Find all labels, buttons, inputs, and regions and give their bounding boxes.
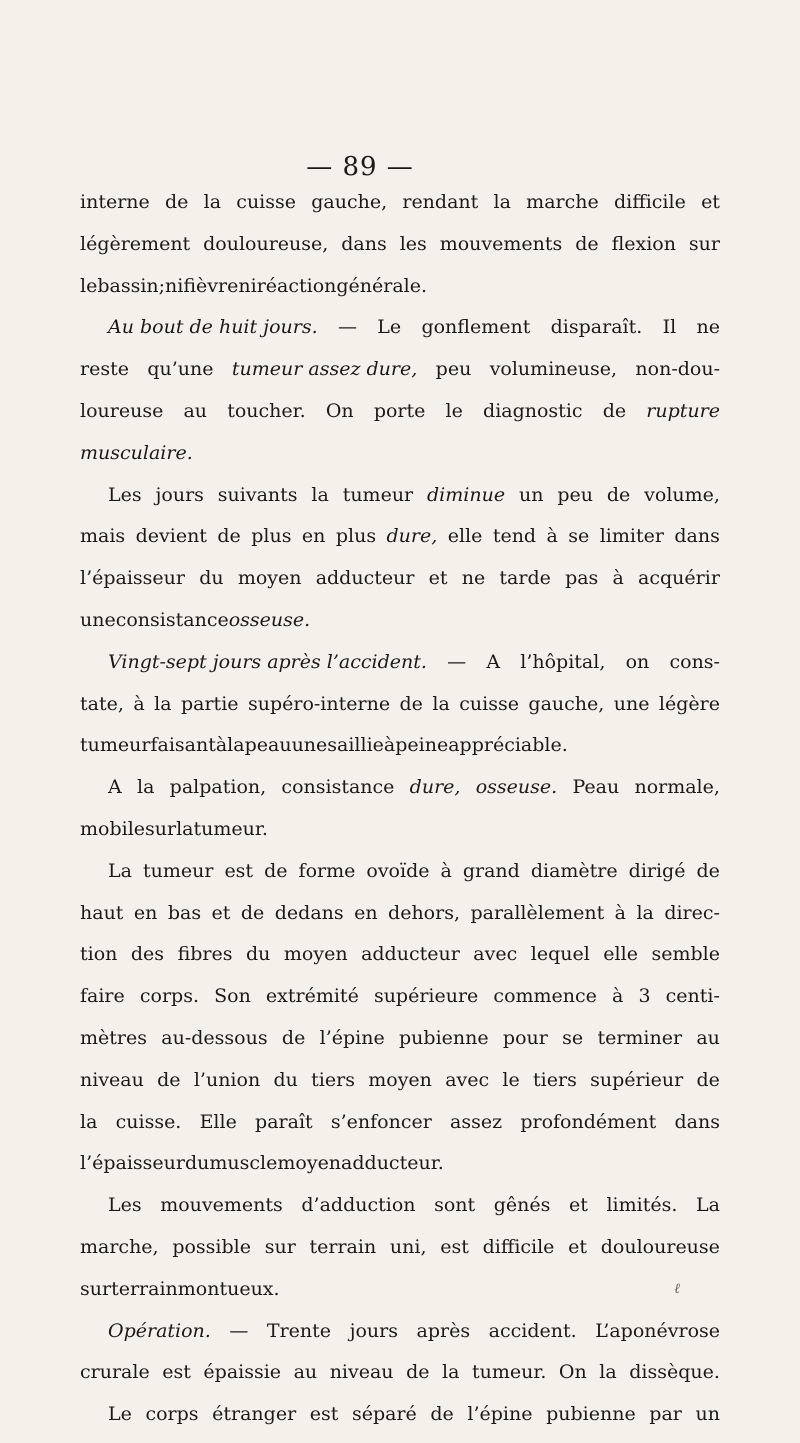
text-line: La tumeur est de forme ovoïde à grand diamètre dirigé de xyxy=(108,859,720,882)
text-line: l’épaisseur du muscle moyen adducteur. xyxy=(80,1152,444,1175)
text-line: tumeur faisant à la peau une saillie à peine appréciable. xyxy=(80,734,568,757)
text-line: mais devient de plus en plus dure, elle tend à se limiter dans xyxy=(80,525,720,548)
text-line: niveau de l’union du tiers moyen avec le tiers supérieur de xyxy=(80,1068,720,1091)
text-line: marche, possible sur terrain uni, est difficile et douloureuse xyxy=(80,1235,720,1258)
text-line: A la palpation, consistance dure, osseuse. Peau normale, xyxy=(108,776,720,799)
text-line: mobile sur la tumeur. xyxy=(80,817,268,840)
text-line: Les mouvements d’adduction sont gênés et limités. La xyxy=(108,1194,720,1217)
text-line: la cuisse. Elle paraît s’enfoncer assez profondément dans xyxy=(80,1110,720,1133)
text-line: tion des fibres du moyen adducteur avec lequel elle semble xyxy=(80,943,720,966)
text-line: Le corps étranger est séparé de l’épine pubienne par un xyxy=(108,1403,720,1426)
text-line: l’épaisseur du moyen adducteur et ne tarde pas à acquérir xyxy=(80,567,720,590)
text-line: Vingt-sept jours après l’accident. — A l’hôpital, on cons- xyxy=(108,650,720,673)
text-line: crurale est épaissie au niveau de la tumeur. On la dissèque. xyxy=(80,1361,720,1384)
text-line: tate, à la partie supéro-interne de la cuisse gauche, une légère xyxy=(80,692,720,715)
text-line: légèrement douloureuse, dans les mouvements de flexion sur xyxy=(80,232,720,255)
text-line: sur terrain montueux. ℓ xyxy=(80,1269,720,1311)
text-line: Au bout de huit jours. — Le gonflement disparaît. Il ne xyxy=(108,316,720,339)
text-line: Opération. — Trente jours après accident. L’aponévrose xyxy=(108,1319,720,1342)
body-text xyxy=(80,182,720,1436)
text-line: loureuse au toucher. On porte le diagnostic de rupture xyxy=(80,399,720,422)
text-line: Les jours suivants la tumeur diminue un peu de volume, xyxy=(108,483,720,506)
page-number: — 89 — xyxy=(306,152,414,182)
text-line: mètres au-dessous de l’épine pubienne pour se terminer au xyxy=(80,1026,720,1049)
text-line: une consistance osseuse. xyxy=(80,608,311,631)
text-line: musculaire. xyxy=(80,441,193,464)
text-line: haut en bas et de dedans en dehors, parallèlement à la direc- xyxy=(80,901,720,924)
text-line: reste qu’une tumeur assez dure, peu volumineuse, non-dou- xyxy=(80,358,720,381)
stray-mark: ℓ xyxy=(674,1280,680,1297)
text-line: interne de la cuisse gauche, rendant la marche difficile et xyxy=(80,191,720,213)
text-line: le bassin ; ni fièvre ni réaction générale. xyxy=(80,274,428,297)
text-line: faire corps. Son extrémité supérieure commence à 3 centi- xyxy=(80,985,720,1008)
